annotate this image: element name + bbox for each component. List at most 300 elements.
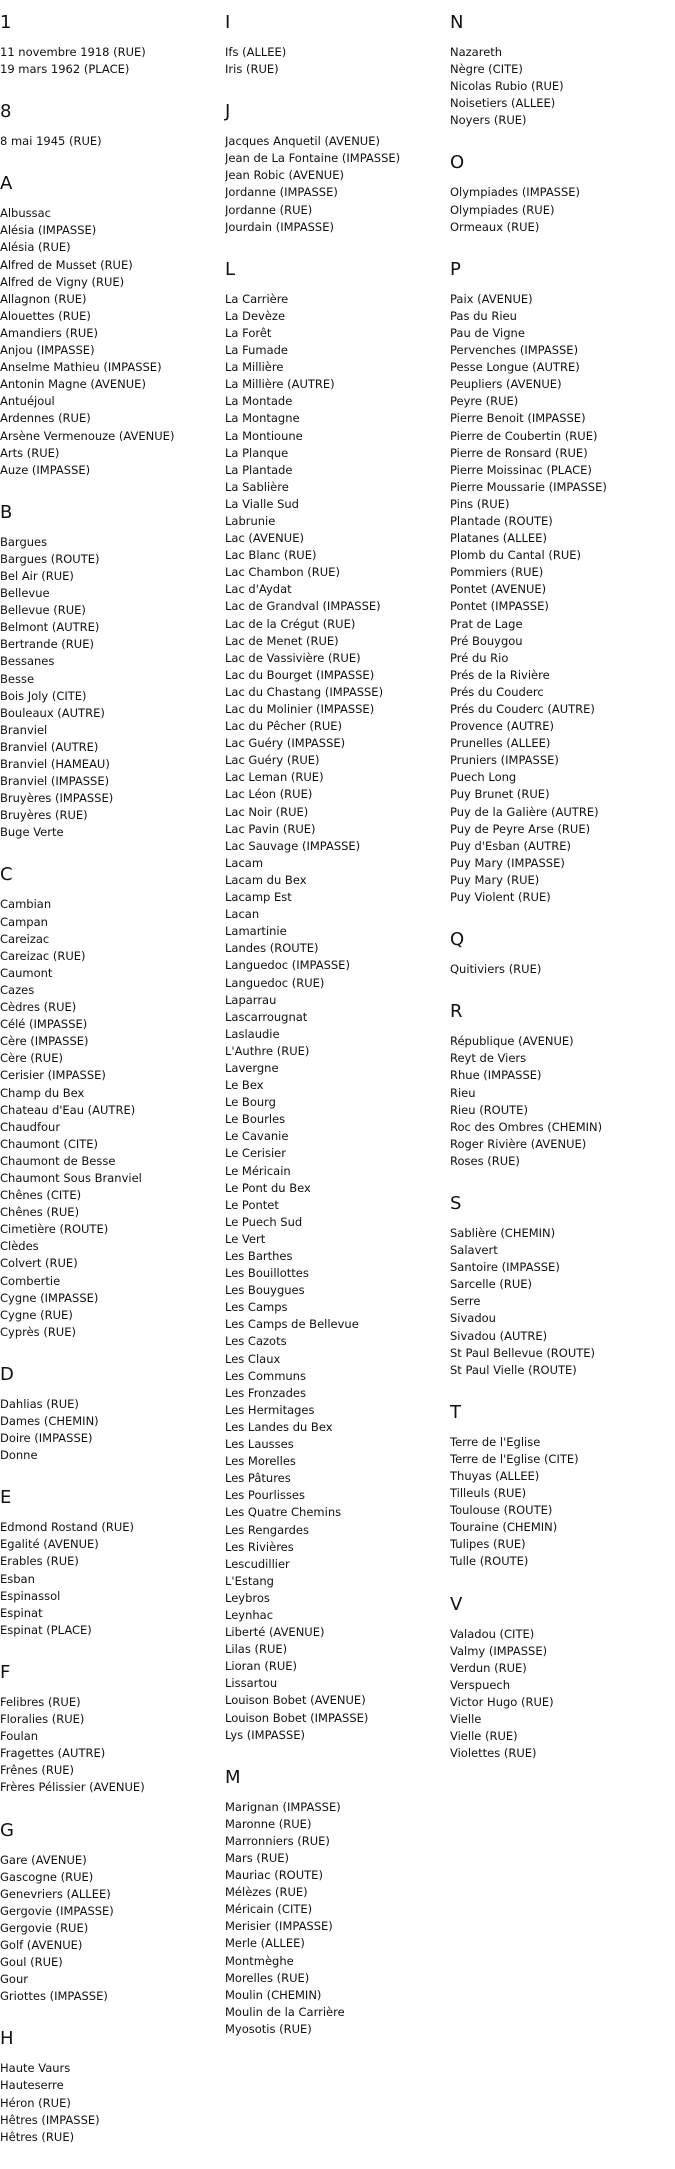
street-name: Doire (IMPASSE)	[0, 1431, 93, 1446]
street-name: Lacam du Bex	[225, 872, 307, 887]
street-name: Terre de l'Eglise (CITE)	[450, 1451, 579, 1466]
street-name: Espinat	[0, 1605, 43, 1620]
street-name: Thuyas (ALLEE)	[450, 1469, 540, 1483]
street-name: Bellevue (RUE)	[0, 603, 86, 618]
street-name: Pontet (AVENUE)	[450, 582, 547, 597]
letter-section	[450, 1402, 670, 1571]
street-name: Le Vert	[225, 1231, 266, 1246]
letter-section	[0, 864, 220, 1340]
street-index-column-1	[0, 12, 220, 2169]
street-name: La Plantade	[225, 462, 293, 477]
street-name: Les Communs	[225, 1368, 306, 1383]
street-name: Pervenches (IMPASSE)	[450, 343, 579, 358]
street-name: Olympiades (IMPASSE)	[450, 185, 581, 200]
street-name: Anjou (IMPASSE)	[0, 343, 95, 358]
street-list	[450, 1626, 670, 1763]
street-name: Prés du Couderc (AUTRE)	[450, 702, 595, 716]
street-name: Campan	[0, 914, 48, 929]
street-name: Pierre Benoit (IMPASSE)	[450, 411, 586, 426]
street-name: Puy d'Esban (AUTRE)	[450, 838, 572, 853]
street-name: Laparrau	[225, 992, 277, 1007]
street-name: Provence (AUTRE)	[450, 719, 555, 734]
street-name: Les Claux	[225, 1351, 281, 1366]
street-list	[0, 1396, 220, 1464]
section-letter-heading: R	[450, 1001, 463, 1023]
street-list	[225, 1799, 445, 2038]
street-name: Jean Robic (AVENUE)	[225, 168, 344, 183]
street-name: Lilas (RUE)	[225, 1642, 288, 1657]
street-name: Jordanne (RUE)	[225, 202, 313, 217]
street-name: Héron (RUE)	[0, 2095, 71, 2110]
street-name: Lac de la Crégut (RUE)	[225, 616, 356, 631]
street-name: Sivadou (AUTRE)	[450, 1328, 548, 1343]
street-name: Sivadou	[450, 1311, 496, 1326]
street-name: Auze (IMPASSE)	[0, 462, 91, 477]
street-name: Bertrande (RUE)	[0, 637, 94, 652]
street-name: Puy Violent (RUE)	[450, 890, 551, 905]
section-letter-heading: E	[0, 1487, 12, 1509]
street-name: Vielle	[450, 1712, 482, 1727]
street-name: Lissartou	[225, 1676, 278, 1691]
street-name: Cambian	[0, 897, 52, 912]
street-name: Branviel	[0, 722, 48, 737]
section-letter-heading: S	[450, 1192, 462, 1214]
street-name: Cèdres (RUE)	[0, 1000, 77, 1015]
street-list	[450, 1434, 670, 1571]
street-name: Tilleuls (RUE)	[450, 1486, 527, 1501]
section-letter-heading: T	[450, 1401, 461, 1423]
letter-section	[0, 502, 220, 842]
street-name: Victor Hugo (RUE)	[450, 1694, 554, 1709]
street-name: Bessanes	[0, 654, 55, 669]
street-name: Jourdain (IMPASSE)	[225, 219, 334, 234]
section-letter-heading: P	[450, 258, 461, 280]
street-name: 19 mars 1962 (PLACE)	[0, 62, 130, 77]
street-name: Bruyères (IMPASSE)	[0, 791, 114, 806]
street-name: Bargues (ROUTE)	[0, 551, 100, 566]
street-name: Myosotis (RUE)	[225, 2021, 312, 2036]
street-name: La Vialle Sud	[225, 496, 299, 511]
letter-section	[0, 173, 220, 479]
street-name: Alésia (RUE)	[0, 240, 71, 255]
street-name: Terre de l'Eglise	[450, 1434, 541, 1449]
street-name: Rieu	[450, 1085, 476, 1100]
street-name: Valmy (IMPASSE)	[450, 1643, 548, 1658]
street-name: Pesse Longue (AUTRE)	[450, 360, 580, 375]
street-name: Méricain (CITE)	[225, 1902, 313, 1917]
street-name: Frères Pélissier (AVENUE)	[0, 1780, 145, 1795]
street-name: Lac du Bourget (IMPASSE)	[225, 667, 375, 682]
street-name: Lac de Vassivière (RUE)	[225, 650, 361, 665]
street-name: Labrunie	[225, 513, 276, 528]
street-name: Prés de la Rivière	[450, 667, 550, 682]
section-letter-heading: F	[0, 1661, 11, 1683]
street-name: Le Pont du Bex	[225, 1180, 311, 1195]
street-name: Arts (RUE)	[0, 445, 60, 460]
street-name: Lac Blanc (RUE)	[225, 548, 317, 563]
street-name: Peupliers (AVENUE)	[450, 377, 562, 392]
street-name: La Planque	[225, 445, 289, 460]
street-name: Jacques Anquetil (AVENUE)	[225, 134, 380, 149]
street-name: Merisier (IMPASSE)	[225, 1919, 333, 1934]
street-name: Lac Guéry (RUE)	[225, 753, 320, 768]
street-name: Noisetiers (ALLEE)	[450, 96, 556, 111]
street-name: Alouettes (RUE)	[0, 308, 91, 323]
street-name: Louison Bobet (AVENUE)	[225, 1693, 366, 1708]
street-name: Hauteserre	[0, 2078, 64, 2093]
section-letter-heading: B	[0, 501, 13, 523]
street-name: Fragettes (AUTRE)	[0, 1746, 106, 1761]
street-name: Bel Air (RUE)	[0, 568, 74, 583]
street-name: Gour	[0, 1972, 28, 1987]
street-name: Nègre (CITE)	[450, 62, 523, 77]
street-name: Le Méricain	[225, 1163, 291, 1178]
street-name: Hêtres (RUE)	[0, 2129, 75, 2144]
street-name: Lac de Grandval (IMPASSE)	[225, 599, 381, 614]
street-name: Bargues	[0, 534, 48, 549]
letter-section	[225, 12, 445, 78]
street-name: Les Rengardes	[225, 1522, 310, 1537]
street-name: Ardennes (RUE)	[0, 411, 91, 426]
street-name: Morelles (RUE)	[225, 1970, 310, 1985]
street-name: Cygne (RUE)	[0, 1307, 73, 1322]
street-name: Verdun (RUE)	[450, 1660, 527, 1675]
street-name: Tulle (ROUTE)	[450, 1554, 529, 1569]
street-name: Pré Bouygou	[450, 633, 523, 648]
street-name: Amandiers (RUE)	[0, 325, 98, 340]
street-list	[0, 1694, 220, 1797]
street-name: Pau de Vigne	[450, 325, 525, 340]
street-name: Buge Verte	[0, 825, 64, 840]
street-name: Toulouse (ROUTE)	[450, 1503, 553, 1518]
street-name: Jordanne (IMPASSE)	[225, 185, 338, 200]
street-name: Les Camps de Bellevue	[225, 1317, 359, 1332]
section-letter-heading: Q	[450, 929, 465, 951]
street-list	[0, 205, 220, 479]
street-name: Lac du Pêcher (RUE)	[225, 719, 342, 734]
street-name: Arsène Vermenouze (AVENUE)	[0, 428, 175, 443]
section-letter-heading: L	[225, 258, 236, 280]
street-name: Lamartinie	[225, 924, 287, 939]
street-name: Lac (AVENUE)	[225, 531, 304, 546]
street-name: Chaumont de Besse	[0, 1153, 116, 1168]
street-list	[0, 44, 220, 78]
street-name: Nazareth	[450, 45, 503, 59]
street-name: Marignan (IMPASSE)	[225, 1799, 341, 1814]
section-letter-heading: V	[450, 1593, 463, 1615]
street-name: Platanes (ALLEE)	[450, 531, 547, 546]
street-name: Tulipes (RUE)	[450, 1537, 526, 1552]
letter-section	[0, 12, 220, 78]
street-name: Les Rivières	[225, 1539, 294, 1554]
street-name: L'Estang	[225, 1573, 274, 1588]
street-name: Landes (ROUTE)	[225, 941, 319, 956]
street-name: Chaumont (CITE)	[0, 1136, 99, 1151]
street-name: Puy Mary (IMPASSE)	[450, 855, 565, 870]
letter-section	[450, 152, 670, 235]
street-name: Violettes (RUE)	[450, 1746, 537, 1761]
street-name: Les Barthes	[225, 1249, 293, 1263]
street-list	[450, 184, 670, 235]
street-name: Les Hermitages	[225, 1402, 315, 1417]
street-name: Lac du Molinier (IMPASSE)	[225, 702, 375, 716]
section-letter-heading: 1	[0, 12, 12, 33]
street-name: Belmont (AUTRE)	[0, 620, 100, 635]
street-name: Puech Long	[450, 770, 517, 785]
street-name: Champ du Bex	[0, 1085, 85, 1100]
street-list	[225, 44, 445, 78]
street-list	[225, 291, 445, 1744]
section-letter-heading: C	[0, 864, 13, 886]
street-name: Branviel (IMPASSE)	[0, 774, 110, 789]
street-name: Pierre Moussarie (IMPASSE)	[450, 479, 607, 494]
street-name: Gare (AVENUE)	[0, 1852, 87, 1867]
section-letter-heading: N	[450, 12, 464, 33]
street-name: Languedoc (RUE)	[225, 975, 325, 990]
street-name: Gergovie (RUE)	[0, 1920, 89, 1935]
street-name: Felibres (RUE)	[0, 1694, 81, 1709]
street-name: Ifs (ALLEE)	[225, 45, 287, 59]
street-name: Alfred de Vigny (RUE)	[0, 274, 125, 289]
street-name: Pruniers (IMPASSE)	[450, 753, 559, 768]
street-name: Les Camps	[225, 1300, 288, 1315]
street-name: Pierre de Coubertin (RUE)	[450, 428, 598, 443]
street-name: Albussac	[0, 206, 52, 221]
street-name: Nicolas Rubio (RUE)	[450, 79, 564, 94]
street-name: Reyt de Viers	[450, 1051, 527, 1066]
street-name: Lac Pavin (RUE)	[225, 821, 316, 836]
street-name: La Montade	[225, 394, 293, 409]
street-name: Roses (RUE)	[450, 1153, 520, 1168]
street-name: Goul (RUE)	[0, 1955, 63, 1970]
street-name: Santoire (IMPASSE)	[450, 1260, 560, 1275]
street-name: Besse	[0, 671, 35, 686]
street-name: Salavert	[450, 1243, 498, 1258]
street-name: Les Morelles	[225, 1454, 296, 1469]
street-name: Chênes (RUE)	[0, 1205, 80, 1220]
street-name: Alésia (IMPASSE)	[0, 223, 97, 238]
street-name: Antuéjoul	[0, 394, 55, 409]
street-name: Edmond Rostand (RUE)	[0, 1520, 134, 1535]
street-name: 11 novembre 1918 (RUE)	[0, 45, 146, 59]
street-name: Dames (CHEMIN)	[0, 1414, 99, 1428]
street-name: Lescudillier	[225, 1556, 290, 1571]
street-name: La Devèze	[225, 308, 286, 323]
street-name: Genevriers (ALLEE)	[0, 1886, 111, 1901]
section-letter-heading: H	[0, 2028, 14, 2050]
street-name: Leynhac	[225, 1607, 274, 1622]
street-name: République (AVENUE)	[450, 1034, 574, 1049]
street-name: Alfred de Musset (RUE)	[0, 257, 133, 272]
street-name: Puy de la Galière (AUTRE)	[450, 804, 599, 819]
letter-section	[0, 1820, 220, 2006]
street-name: Les Fronzades	[225, 1385, 306, 1400]
street-name: Roger Rivière (AVENUE)	[450, 1136, 587, 1151]
street-name: Languedoc (IMPASSE)	[225, 958, 350, 973]
street-name: Sarcelle (RUE)	[450, 1277, 532, 1292]
street-name: Cerisier (IMPASSE)	[0, 1068, 106, 1083]
street-name: Laslaudie	[225, 1026, 280, 1041]
section-letter-heading: J	[225, 101, 231, 123]
letter-section	[450, 1594, 670, 1763]
street-name: Montmèghe	[225, 1953, 294, 1968]
street-list	[0, 896, 220, 1340]
street-name: Colvert (RUE)	[0, 1256, 78, 1271]
street-name: Cère (RUE)	[0, 1051, 63, 1066]
street-name: Mars (RUE)	[225, 1851, 289, 1865]
street-name: Olympiades (RUE)	[450, 202, 555, 217]
street-name: Moulin (CHEMIN)	[225, 1987, 322, 2002]
street-name: Lac du Chastang (IMPASSE)	[225, 684, 384, 699]
street-list	[0, 133, 220, 150]
street-name: Cyprès (RUE)	[0, 1324, 76, 1339]
street-name: Mélèzes (RUE)	[225, 1885, 308, 1900]
street-name: Marronniers (RUE)	[225, 1833, 330, 1848]
street-name: Espinat (PLACE)	[0, 1622, 92, 1637]
street-name: Leybros	[225, 1590, 270, 1605]
street-name: La Millière (AUTRE)	[225, 377, 335, 392]
street-list	[0, 1519, 220, 1639]
street-name: Golf (AVENUE)	[0, 1937, 83, 1952]
street-name: Prunelles (ALLEE)	[450, 736, 551, 751]
street-name: La Carrière	[225, 291, 289, 306]
street-name: Jean de La Fontaine (IMPASSE)	[225, 151, 401, 166]
street-name: Les Pâtures	[225, 1471, 291, 1486]
street-name: Cygne (IMPASSE)	[0, 1290, 99, 1305]
street-name: Plomb du Cantal (RUE)	[450, 548, 581, 563]
street-name: La Fumade	[225, 343, 289, 358]
street-name: Mauriac (ROUTE)	[225, 1868, 323, 1883]
street-name: Lascarrougnat	[225, 1009, 308, 1024]
street-name: Paix (AVENUE)	[450, 291, 533, 306]
section-letter-heading: 8	[0, 101, 12, 123]
street-list	[450, 961, 670, 978]
street-name: Le Puech Sud	[225, 1214, 303, 1229]
street-name: Lac de Menet (RUE)	[225, 633, 339, 648]
street-name: Valadou (CITE)	[450, 1626, 535, 1641]
street-name: Pré du Rio	[450, 650, 509, 665]
street-name: Lac Noir (RUE)	[225, 804, 309, 819]
street-name: La Forêt	[225, 325, 272, 340]
street-name: Espinassol	[0, 1588, 61, 1603]
street-name: Lavergne	[225, 1060, 279, 1075]
street-name: Gergovie (IMPASSE)	[0, 1903, 114, 1918]
street-name: Louison Bobet (IMPASSE)	[225, 1710, 369, 1725]
street-name: Egalité (AVENUE)	[0, 1537, 99, 1552]
street-name: Lacam	[225, 855, 264, 870]
street-name: Bellevue	[0, 586, 50, 601]
street-name: Les Pourlisses	[225, 1488, 305, 1503]
street-name: Liberté (AVENUE)	[225, 1625, 325, 1640]
letter-section	[225, 1767, 445, 2038]
street-name: Branviel (HAMEAU)	[0, 757, 110, 771]
section-letter-heading: O	[450, 152, 465, 174]
street-name: Lacamp Est	[225, 890, 292, 905]
street-name: Gascogne (RUE)	[0, 1869, 94, 1884]
street-name: Les Lausses	[225, 1437, 294, 1452]
street-name: Esban	[0, 1571, 35, 1586]
street-name: Caumont	[0, 965, 53, 980]
street-name: 8 mai 1945 (RUE)	[0, 134, 102, 149]
street-name: Anselme Mathieu (IMPASSE)	[0, 360, 162, 375]
street-name: Lac Guéry (IMPASSE)	[225, 736, 346, 751]
street-name: Chaumont Sous Branviel	[0, 1170, 142, 1185]
street-name: Lac Chambon (RUE)	[225, 565, 340, 580]
street-name: Plantade (ROUTE)	[450, 513, 553, 528]
street-name: Cazes	[0, 982, 35, 997]
street-name: La Millière	[225, 360, 284, 375]
street-name: Haute Vaurs	[0, 2061, 71, 2076]
street-index-column-3	[450, 12, 670, 1785]
section-letter-heading: G	[0, 1819, 14, 1841]
street-name: Cère (IMPASSE)	[0, 1034, 89, 1049]
street-name: Floralies (RUE)	[0, 1712, 85, 1727]
street-name: Célé (IMPASSE)	[0, 1017, 88, 1032]
street-name: Foulan	[0, 1729, 39, 1744]
street-name: Vielle (RUE)	[450, 1729, 518, 1744]
street-name: Les Cazots	[225, 1334, 287, 1349]
letter-section	[0, 1662, 220, 1797]
street-list	[225, 133, 445, 236]
street-name: Peyre (RUE)	[450, 394, 519, 409]
street-name: Pierre de Ronsard (RUE)	[450, 445, 588, 460]
street-name: Chateau d'Eau (AUTRE)	[0, 1102, 136, 1117]
section-letter-heading: A	[0, 173, 13, 195]
street-name: Quitiviers (RUE)	[450, 962, 542, 977]
street-name: Les Bouygues	[225, 1283, 305, 1298]
street-name: Lac Léon (RUE)	[225, 787, 313, 802]
street-name: Careizac	[0, 931, 50, 946]
street-name: La Montagne	[225, 411, 300, 426]
letter-section	[450, 929, 670, 978]
section-letter-heading: I	[225, 12, 231, 33]
street-name: Le Bourles	[225, 1112, 286, 1127]
street-name: Pierre Moissinac (PLACE)	[450, 462, 592, 477]
letter-section	[0, 101, 220, 150]
street-name: L'Authre (RUE)	[225, 1043, 310, 1058]
street-name: La Sablière	[225, 479, 289, 494]
street-name: Lacan	[225, 907, 260, 922]
street-name: Griottes (IMPASSE)	[0, 1989, 108, 2004]
street-list	[450, 1033, 670, 1170]
street-name: Pontet (IMPASSE)	[450, 599, 549, 614]
street-name: Branviel (AUTRE)	[0, 739, 99, 754]
letter-section	[0, 2028, 220, 2145]
letter-section	[450, 1001, 670, 1170]
street-list	[450, 291, 670, 906]
street-name: Le Bourg	[225, 1095, 276, 1110]
street-name: Rieu (ROUTE)	[450, 1102, 528, 1117]
street-name: Puy Mary (RUE)	[450, 872, 540, 887]
letter-section	[225, 101, 445, 236]
street-name: Donne	[0, 1448, 38, 1463]
street-list	[0, 1852, 220, 2006]
street-name: Bois Joly (CITE)	[0, 688, 87, 703]
street-name: Moulin de la Carrière	[225, 2004, 345, 2019]
street-name: Merle (ALLEE)	[225, 1936, 305, 1951]
street-name: Maronne (RUE)	[225, 1816, 312, 1831]
street-name: Cimetière (ROUTE)	[0, 1222, 109, 1237]
street-name: Prés du Couderc	[450, 684, 544, 699]
street-name: Dahlias (RUE)	[0, 1396, 79, 1411]
street-name: Le Cerisier	[225, 1146, 286, 1161]
letter-section	[450, 1193, 670, 1379]
letter-section	[450, 12, 670, 129]
street-name: Hêtres (IMPASSE)	[0, 2112, 100, 2127]
street-list	[450, 1225, 670, 1379]
street-list	[0, 2060, 220, 2145]
street-list	[0, 534, 220, 842]
